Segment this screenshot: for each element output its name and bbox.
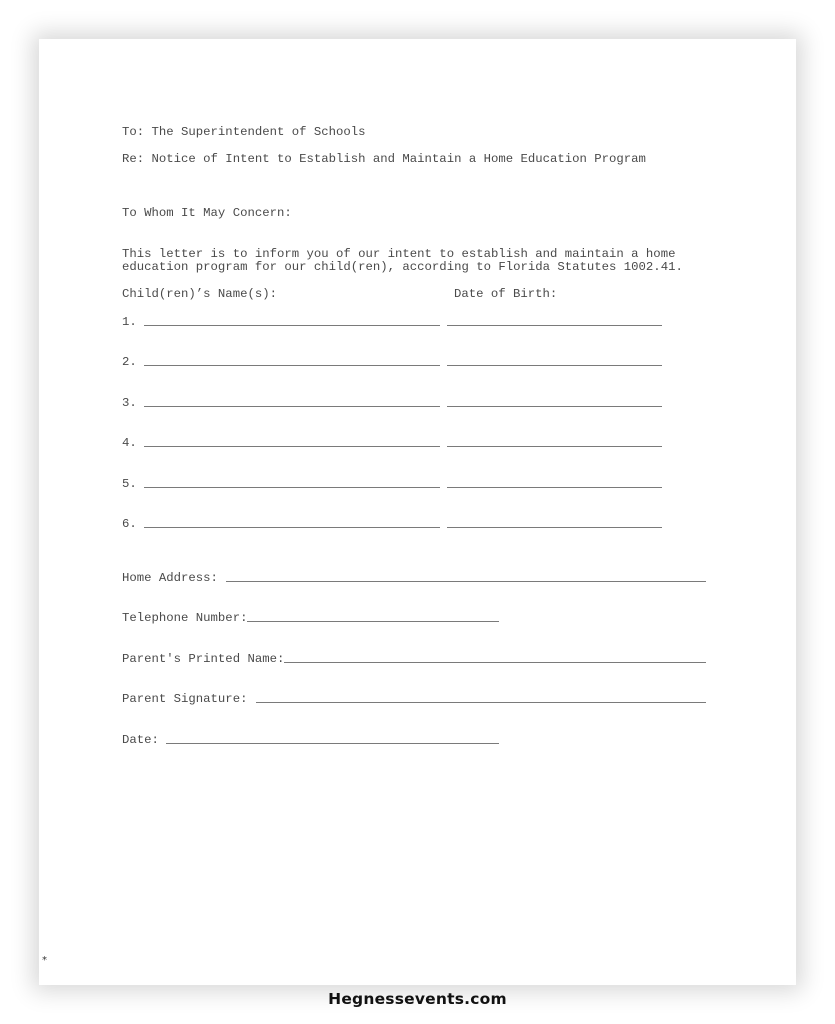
child-name-field[interactable] xyxy=(144,487,440,488)
child-dob-field[interactable] xyxy=(447,487,662,488)
document-page xyxy=(39,39,796,985)
body-line-1: This letter is to inform you of our intent to establish and maintain a home xyxy=(122,247,676,261)
date-field[interactable] xyxy=(166,743,499,744)
parent-printed-name-field[interactable] xyxy=(284,662,706,663)
children-name-header: Child(ren)’s Name(s): xyxy=(122,287,277,301)
watermark-text: Hegnessevents.com xyxy=(328,990,507,1008)
child-name-field[interactable] xyxy=(144,446,440,447)
telephone-label: Telephone Number: xyxy=(122,611,248,625)
child-name-field[interactable] xyxy=(144,527,440,528)
date-of-birth-header: Date of Birth: xyxy=(454,287,558,301)
row-number: 2. xyxy=(122,355,137,369)
home-address-label: Home Address: xyxy=(122,571,218,585)
child-dob-field[interactable] xyxy=(447,527,662,528)
row-number: 4. xyxy=(122,436,137,450)
child-dob-field[interactable] xyxy=(447,446,662,447)
child-dob-field[interactable] xyxy=(447,365,662,366)
child-dob-field[interactable] xyxy=(447,325,662,326)
row-number: 6. xyxy=(122,517,137,531)
body-line-2: education program for our child(ren), according to Florida Statutes 1002.41. xyxy=(122,260,683,274)
parent-printed-name-label: Parent's Printed Name: xyxy=(122,652,285,666)
subject-line: Re: Notice of Intent to Establish and Maintain a Home Education Program xyxy=(122,152,646,166)
home-address-field[interactable] xyxy=(226,581,706,582)
telephone-field[interactable] xyxy=(247,621,499,622)
child-dob-field[interactable] xyxy=(447,406,662,407)
child-name-field[interactable] xyxy=(144,365,440,366)
row-number: 3. xyxy=(122,396,137,410)
parent-signature-label: Parent Signature: xyxy=(122,692,248,706)
row-number: 1. xyxy=(122,315,137,329)
row-number: 5. xyxy=(122,477,137,491)
child-name-field[interactable] xyxy=(144,406,440,407)
parent-signature-field[interactable] xyxy=(256,702,706,703)
date-label: Date: xyxy=(122,733,159,747)
page-marker: * xyxy=(42,955,47,966)
child-name-field[interactable] xyxy=(144,325,440,326)
salutation: To Whom It May Concern: xyxy=(122,206,292,220)
recipient-line: To: The Superintendent of Schools xyxy=(122,125,366,139)
